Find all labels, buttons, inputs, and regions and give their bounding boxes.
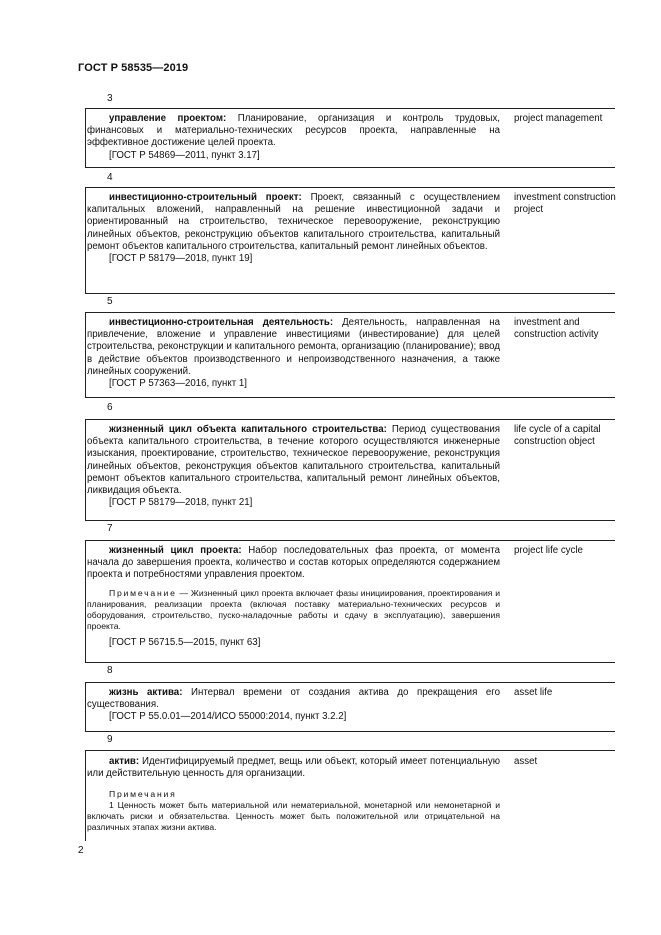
definition-block (87, 687, 500, 724)
reference: [ГОСТ Р 56715.5—2015, пункт 63] (109, 636, 261, 648)
note-text: — Жизненный цикл проекта включает фазы инициирования, проектирования и планирования, реализации проекта (включая поставку материально-технических ресурсов и оборудования, строительство, пуско-наладочные работы и сдачу в эксплуатацию), завершения проекта. (87, 587, 500, 631)
term: управление проектом: (109, 113, 227, 124)
english-term: investment construction project (514, 192, 616, 216)
entry-number: 5 (107, 296, 113, 307)
english-term: project life cycle (514, 545, 583, 556)
definition-text: Проект, связанный с осуществлением капитальных вложений, направленный на решение инвестиционной задачи и ориентированный на строительство, техническое перевооружение, реконструкцию линейных объектов, реконструкцию объектов капитального строительства, капитальный ремонт объектов капитального строительства, капитальный ремонт линейных объектов. (87, 192, 501, 252)
english-term: project management (514, 113, 603, 124)
definition-text: Идентифицируемый предмет, вещь или объект, который имеет потенциальную или действительную ценность для организации. (87, 756, 500, 780)
english-term: asset life (514, 687, 553, 698)
definition-text: Период существования объекта капитального строительства, в течение которого осуществляются инженерные изыскания, проектирование, строительство, техническое перевооружение, реконструкция линейных объектов, реконструкция объектов капитального строительства, капитальный ремонт объектов капитального строительства, капитальный ремонт линейных объектов, ликвидация объекта. (87, 424, 500, 497)
entry-number: 8 (107, 665, 113, 676)
entry-box (85, 312, 615, 398)
definition-block (87, 192, 500, 265)
page-number: 2 (78, 845, 84, 856)
definition-text: Планирование, организация и контроль трудовых, финансовых и материально-технических ресурсов проекта, направленные на эффективное достижение целей проекта. (87, 113, 500, 149)
definition-block (87, 113, 500, 162)
entry-number: 9 (107, 734, 113, 745)
notes-block (87, 789, 500, 833)
definition-block (87, 756, 500, 833)
note-label: Примечание (109, 587, 177, 598)
reference: [ГОСТ Р 55.0.01—2014/ИСО 55000:2014, пункт 3.2.2] (109, 711, 347, 723)
reference: [ГОСТ Р 58179—2018, пункт 19] (109, 253, 253, 265)
term: актив: (109, 756, 140, 767)
definition-block (87, 317, 500, 390)
reference: [ГОСТ Р 54869—2011, пункт 3.17] (109, 149, 260, 161)
term: инвестиционно-строительная деятельность: (109, 317, 334, 328)
english-term: investment and construction activity (514, 317, 599, 341)
entry-number: 4 (107, 172, 113, 183)
entry-number: 7 (107, 523, 113, 534)
definition-block (87, 545, 500, 649)
entry-number: 6 (107, 402, 113, 413)
entry-number: 3 (107, 93, 113, 104)
document-header: ГОСТ Р 58535—2019 (78, 62, 189, 74)
term: жизнь актива: (109, 687, 183, 698)
term: инвестиционно-строительный проект: (109, 192, 302, 203)
english-term: life cycle of a capital construction object (514, 424, 601, 448)
notes-label: Примечания (109, 789, 177, 800)
definition-block (87, 424, 500, 509)
reference: [ГОСТ Р 57363—2016, пункт 1] (109, 378, 247, 390)
definition-text: Интервал времени от создания актива до прекращения его существования. (87, 687, 501, 711)
entry-box (85, 682, 615, 732)
note-block (87, 588, 500, 632)
definition-text: Набор последовательных фаз проекта, от момента начала до завершения проекта, количество и состав которых определяются содержанием проекта и потребностями управления проектом. (87, 545, 500, 581)
entry-box (85, 419, 615, 521)
entry-box (85, 187, 615, 294)
term: жизненный цикл объекта капитального строительства: (109, 424, 387, 435)
note-1: 1 Ценность может быть материальной или нематериальной, монетарной или немонетарной и включать риски и обязательства. Ценность может быть положительной или отрицательной на различных этапах жизни актива. (87, 800, 500, 833)
definition-text: Деятельность, направленная на привлечение, вложение и управление инвестициями (инвестирование) для целей строительства, реконструкции и капитального ремонта, организацию (планирование); ввод в действие объектов производственного и непроизводственного назначения, а также линейных сооружений. (87, 317, 500, 377)
term: жизненный цикл проекта: (109, 545, 242, 556)
entry-box (85, 540, 615, 663)
reference: [ГОСТ Р 58179—2018, пункт 21] (109, 497, 253, 509)
entry-box (85, 108, 615, 168)
entry-box (85, 750, 615, 841)
english-term: asset (514, 756, 538, 767)
